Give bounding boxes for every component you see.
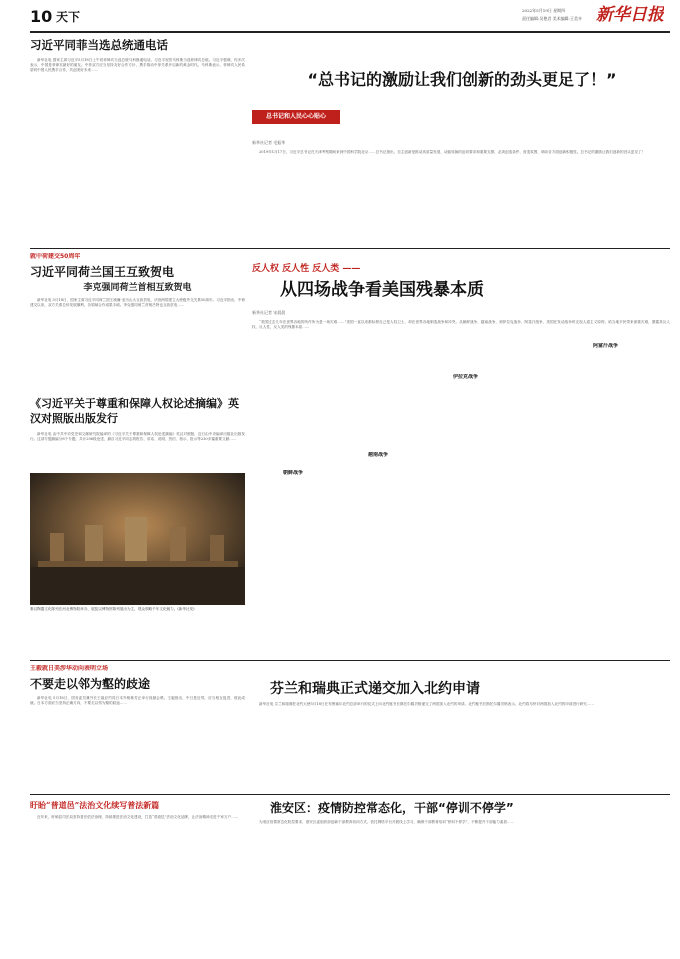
war-subhead-iraq: 伊拉克战争 (450, 374, 481, 381)
a6-headline: 芬兰和瑞典正式递交加入北约申请 (270, 681, 480, 697)
a8-body: 为适应疫情常态化防控要求，淮安区委组织部创新干部教育培训方式，依托网络平台开展线上学习，确保干部教育培训“停训不停学”，不断提升干部能力素质…… (259, 820, 515, 824)
middle-section-rule (30, 660, 670, 661)
war-subhead-korea: 朝鲜战争 (280, 470, 306, 477)
a2-body: 新华社电 5月18日，国家主席习近平同荷兰国王威廉-亚历山大互致贺电，庆祝两国建立大使级外交关系50周年。习近平指出，中荷建交以来，双方关系总体发展顺利，各领域合作成果丰硕。李克强同荷兰首相吕特也互致贺电…… (30, 298, 245, 307)
a1-body: 新华社电 国家主席习近平5月18日上午同菲律宾当选总统马科斯通电话。习近平祝贺马科斯当选菲律宾总统。习近平强调，你多次表示，中国是菲律宾最好的朋友。中菲双方应当坚持友好合作方针，携手推动中菲关系开启新的黄金时代。马科斯表示，菲律宾人民希望同中国人民携手合作，共创美好未来…… (30, 58, 245, 72)
war-byline: 新华社记者 宋晨晨 (252, 310, 286, 315)
war-subhead-vietnam: 越南战争 (365, 452, 391, 459)
feature-byline: 新华社记者 毛振华 (252, 140, 286, 145)
photo-caption: 秦汉陶器文化陈列在河北博物院举办，展览以博物馆陈列展出为主，观众领略千年文化魅力。(新华社发) (30, 607, 195, 611)
a6-body: 新华社电 芬兰和瑞典驻北约大使5月18日在布鲁塞尔北约总部举行的仪式上向北约秘书长斯托尔滕贝格递交了两国加入北约的申请。北约秘书长斯托尔滕贝格表示，北约将尽快对两国加入北约的申请进行研究…… (259, 702, 595, 706)
a7-body: 近年来，盱眙县司法局坚持普法依法治理，持续推进法治文化建设，打造“普道邑”法治文化品牌，让法治精神走进千家万户…… (37, 815, 239, 819)
a1-headline: 习近平同菲当选总统通电话 (30, 38, 168, 52)
masthead-rule (30, 31, 670, 33)
a7-headline: 盱眙“普道邑”法治文化续写普法新篇 (30, 800, 160, 810)
museum-photo (30, 473, 245, 605)
a8-headline: 淮安区：疫情防控常态化，干部“停训不停学” (270, 801, 514, 815)
a3-headline: 《习近平关于尊重和保障人权论述摘编》英汉对照版出版发行 (30, 397, 239, 425)
war-headline: 从四场战争看美国残暴本质 (280, 280, 484, 300)
war-subhead-afghanistan: 阿富汗战争 (590, 343, 621, 350)
museum-photo-art (30, 473, 245, 605)
editor-line: 责任编辑:吴艳君 美术编辑:王美卉 (522, 16, 582, 21)
newspaper-logo: 新华日报 (596, 5, 664, 25)
a2-subheadline: 李克强同荷兰首相互致贺电 (83, 283, 192, 293)
masthead (0, 0, 680, 30)
a2-kicker: 就中荷建交50周年 (30, 253, 81, 260)
feature-body: 2019年1月17日，习近平总书记在天津考察期间来到中国科学院北京……总书记指出，自主创新是推动高质量发展、动能转换的迫切要求和重要支撑，必须创造条件、营造氛围，调动各方面创新积极性。总书记的激励让我们创新的劲头更足了！ (259, 150, 646, 154)
war-body: “美国过去几年在世界各地的所作所为是一场灾难……”美国一直以来都标榜自己是人权卫士，却在世界各地制造战争和冲突。从朝鲜战争、越南战争，到伊拉克战争、阿富汗战争，美国在发动战争时无视人道主义原则，给当地平民带来深重灾难，暴露其反人权、反人性、反人类的残暴本质…… (252, 320, 670, 329)
a5-body: 新华社电 5月18日，国务委员兼外长王毅应约同日本外相林芳正举行视频会晤。王毅指出，中日是近邻，应当相互促进、彼此成就。日本方面应当坚持正确方向，不要走以邻为壑的歧途…… (30, 696, 245, 705)
feature-headline: “总书记的激励让我们创新的劲头更足了！” (307, 70, 617, 89)
a3-body: 新华社电 由中共中央党史和文献研究院编译的《习近平关于尊重和保障人权论述摘编》英汉对照版，近日由中央编译出版社出版发行。这部专题摘编分8个专题，共计296段论述，摘自习近平同志的报告、讲话、说明、贺信、指示、批示等230多篇重要文献…… (30, 432, 245, 441)
a2-headline: 习近平同荷兰国王互致贺电 (30, 265, 175, 279)
section-title: 天下 (56, 10, 81, 24)
feature-column-label: 总书记和人民心心贴心 (252, 110, 340, 124)
a5-kicker: 王毅就日美涉华动向表明立场 (30, 665, 109, 672)
date-line: 2022年5月19日 星期四 (522, 8, 566, 13)
a5-headline: 不要走以邻为壑的歧途 (30, 677, 151, 691)
war-kicker: 反人权 反人性 反人类 —— (252, 264, 361, 274)
bottom-section-rule (30, 794, 670, 795)
page-number: 10 (30, 8, 53, 26)
top-section-rule (30, 248, 670, 249)
